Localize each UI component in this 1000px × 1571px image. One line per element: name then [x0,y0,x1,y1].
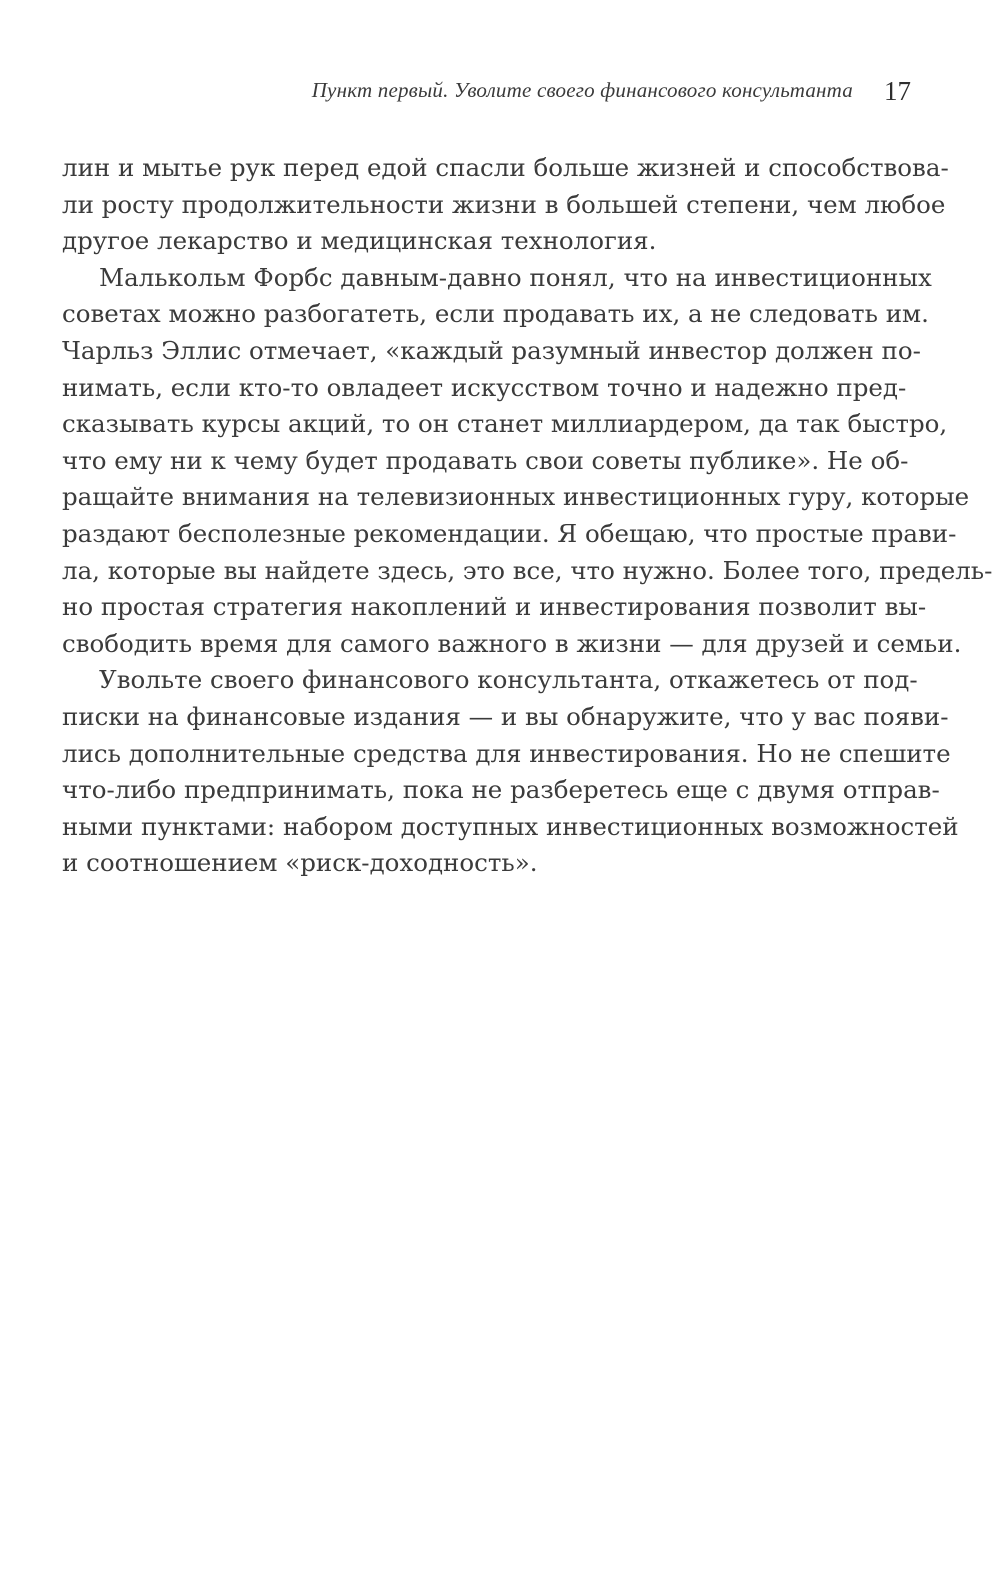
paragraph-1 [62,150,949,260]
text-line: Малькольм Форбс давным-давно понял, что на инвестиционных [99,262,932,292]
text-line: что-либо предпринимать, пока не разберетесь еще с двумя отправ- [62,775,940,805]
text-line: но простая стратегия накоплений и инвестирования позволит вы- [62,592,927,622]
text-line: что ему ни к чему будет продавать свои советы публике». Не об- [62,445,909,475]
text-line: раздают бесполезные рекомендации. Я обещаю, что простые прави- [62,518,957,548]
text-line: ли росту продолжительности жизни в большей степени, чем любое [62,189,946,219]
text-line: писки на финансовые издания — и вы обнаружите, что у вас появи- [62,701,949,731]
text-line: свободить время для самого важного в жизни — для друзей и семьи. [62,628,962,658]
text-line: другое лекарство и медицинская технология. [62,226,657,256]
paragraph-3 [62,662,959,882]
body-text [62,150,993,882]
text-line: и соотношением «риск-доходность». [62,848,538,878]
text-line: Чарльз Эллис отмечает, «каждый разумный инвестор должен по- [62,335,921,365]
paragraph-2 [62,260,993,663]
running-head [0,76,1000,110]
text-line: ными пунктами: набором доступных инвестиционных возможностей [62,811,959,841]
text-line: лись дополнительные средства для инвестирования. Но не спешите [62,738,951,768]
text-line: ращайте внимания на телевизионных инвестиционных гуру, которые [62,482,970,512]
running-title: Пункт первый. Уволите своего финансового консультанта [311,78,853,102]
text-line: нимать, если кто-то овладеет искусством точно и надежно пред- [62,372,907,402]
text-line: Увольте своего финансового консультанта, откажетесь от под- [99,665,918,695]
text-line: ла, которые вы найдете здесь, это все, что нужно. Более того, предель- [62,555,993,585]
page-number: 17 [884,76,911,106]
text-line: лин и мытье рук перед едой спасли больше жизней и способствова- [62,153,949,182]
text-line: сказывать курсы акций, то он станет миллиардером, да так быстро, [62,409,948,439]
text-line: советах можно разбогатеть, если продавать их, а не следовать им. [62,299,929,329]
